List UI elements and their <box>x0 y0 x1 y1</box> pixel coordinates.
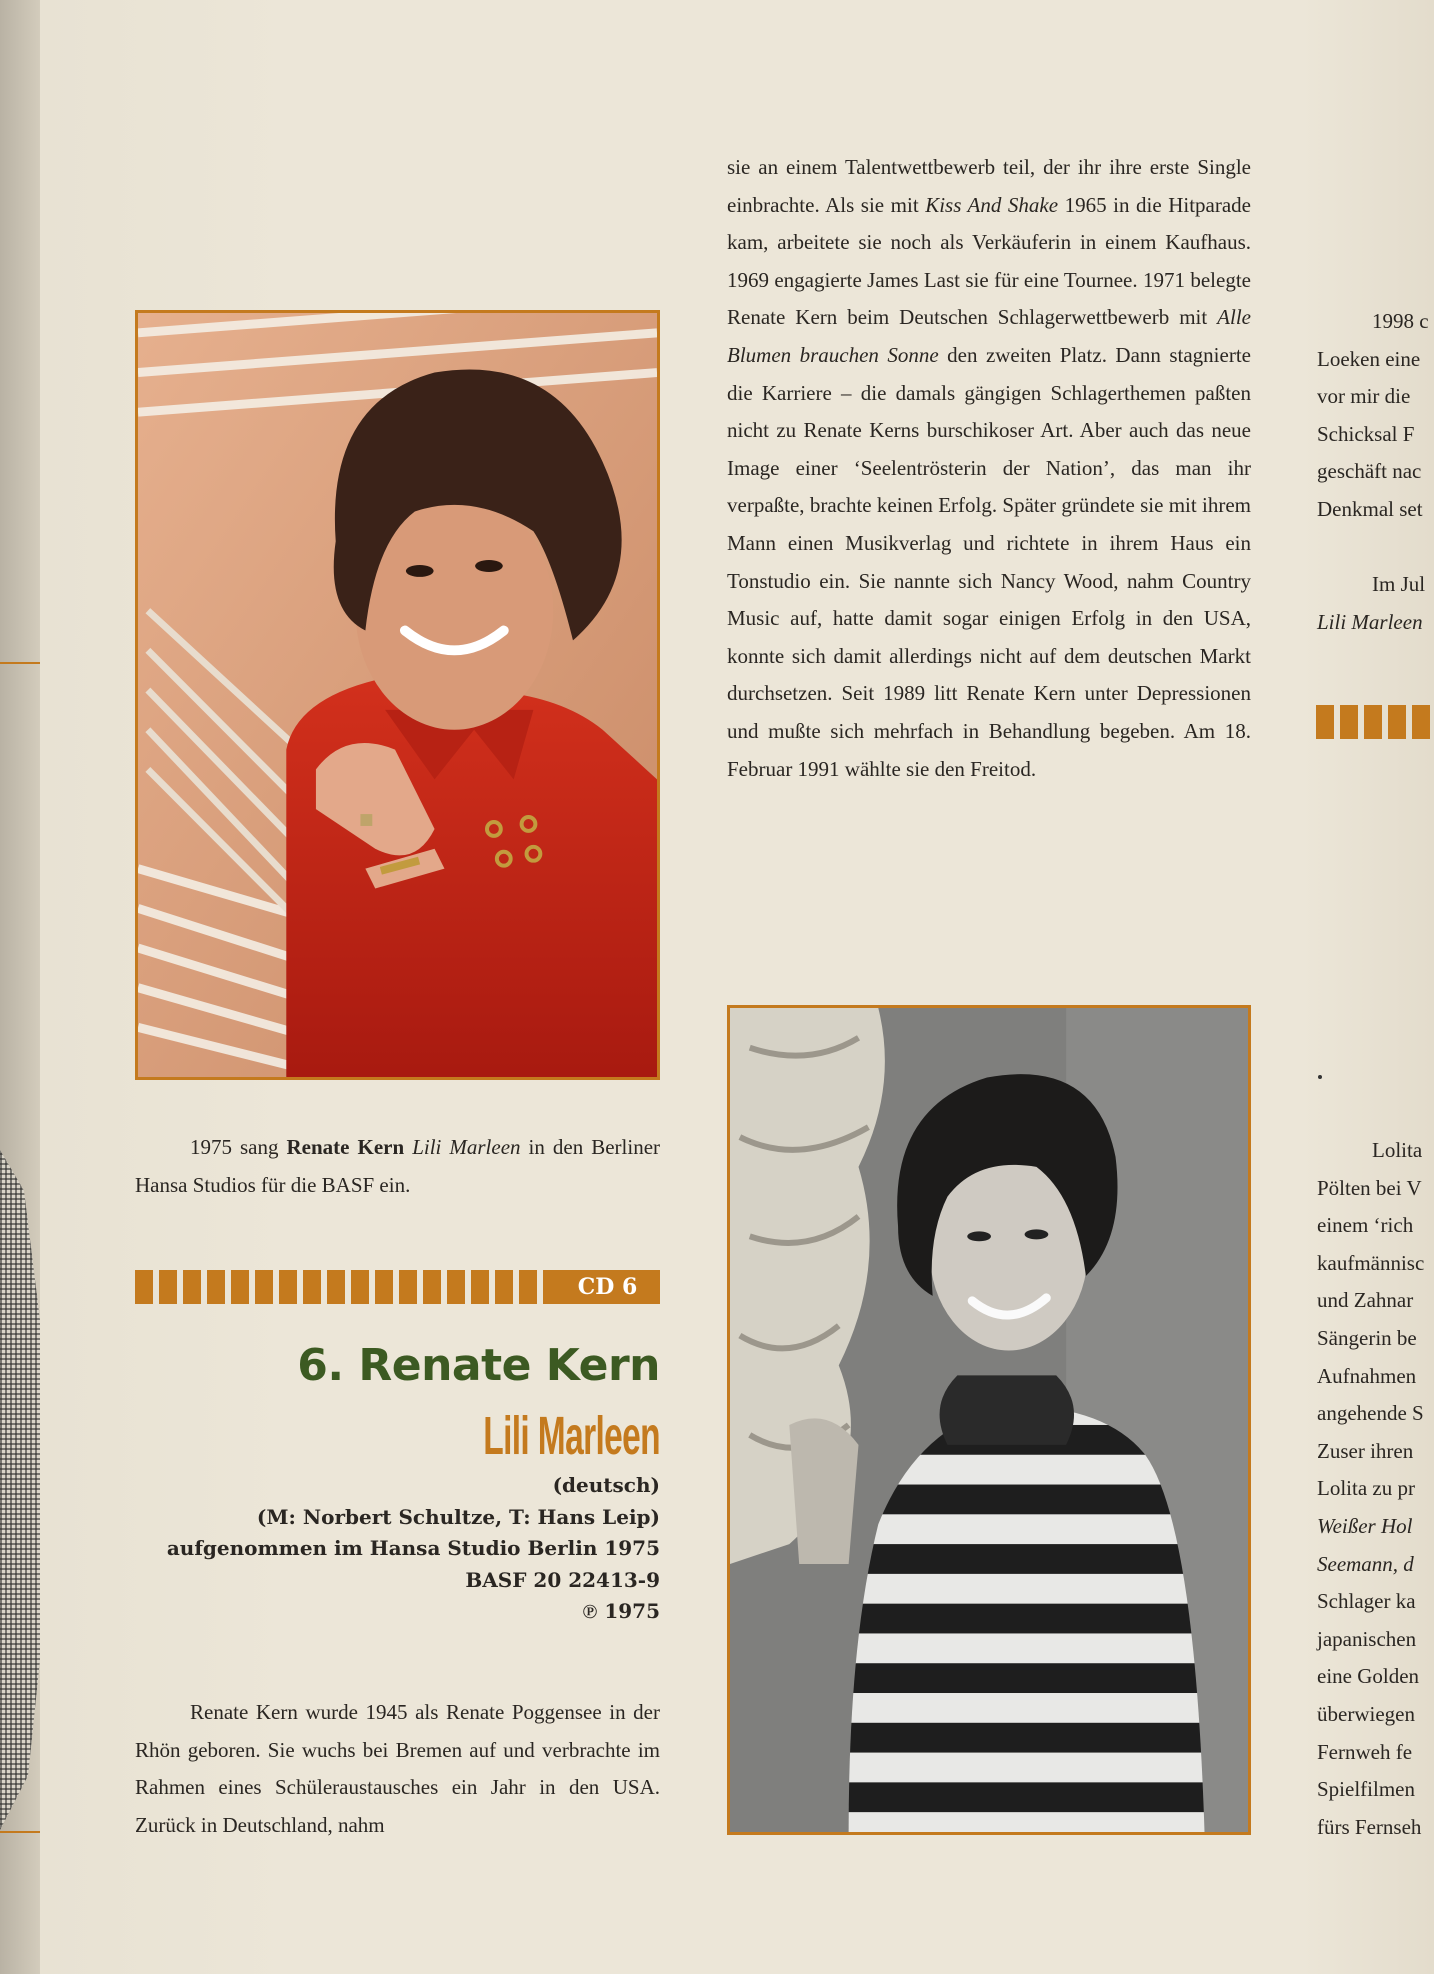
cd-stripe-bar-next <box>1316 705 1434 739</box>
col2-text-2: 1965 in die Hitparade kam, arbeitete sie noch als Verkäuferin in einem Kaufhaus. 1969 engagierte James Last sie für eine Tournee. 1971 belegte Renate Kern beim Deutschen Schlagerwettbewerb mit <box>727 192 1251 330</box>
col3-line: Aufnahmen <box>1317 1363 1417 1388</box>
col3-line: überwiegen <box>1317 1701 1415 1726</box>
track-title: Lili Marleen <box>483 1406 660 1466</box>
track-number-artist: 6. Renate Kern <box>297 1340 660 1391</box>
col3-line: Schlager ka <box>1317 1589 1416 1614</box>
col3-line: eine Golden <box>1317 1664 1420 1689</box>
track-catalog-number: BASF 20 22413-9 <box>465 1567 660 1592</box>
col3-line: Spielfilmen <box>1317 1777 1415 1802</box>
col3-line: Seemann, d <box>1317 1551 1414 1576</box>
cd-stripe-bar <box>135 1270 555 1304</box>
col3-line: kaufmännisc <box>1317 1250 1425 1275</box>
song-title-kiss-and-shake: Kiss And Shake <box>925 192 1059 217</box>
track-recording-info: aufgenommen im Hansa Studio Berlin 1975 <box>166 1536 660 1560</box>
col3-line: Loeken eine <box>1317 346 1421 371</box>
caption-text-1: 1975 sang <box>190 1135 287 1159</box>
col3-line: und Zahnar <box>1317 1288 1414 1313</box>
caption-song: Lili Marleen <box>412 1135 521 1159</box>
col2-text-1: sie an einem Talentwettbewerb teil, der ihr ihre erste Single einbrachte. Als sie mit <box>727 155 1251 217</box>
col3-line: vor mir die <box>1317 384 1411 409</box>
caption-space <box>404 1135 412 1159</box>
track-copyright: ℗ 1975 <box>582 1599 660 1623</box>
edge-rule-top <box>0 662 40 664</box>
speck <box>1318 1075 1322 1079</box>
col3-line: japanischen <box>1317 1626 1417 1651</box>
track-credits <box>135 1470 660 1628</box>
col3-line: Sängerin be <box>1317 1325 1417 1350</box>
col3-line: Pölten bei V <box>1317 1175 1422 1200</box>
col3-line: geschäft nac <box>1317 459 1422 484</box>
song-title-alle-blumen: Alle Blumen brauchen Sonne <box>727 305 1251 367</box>
col3-line: Fernweh fe <box>1317 1739 1413 1764</box>
caption-artist: Renate Kern <box>286 1135 405 1159</box>
col3-line: Lolita <box>1372 1138 1423 1162</box>
color-photo-renate-kern <box>135 310 660 1080</box>
col3-line: 1998 c <box>1372 309 1429 333</box>
next-column-cutoff-bottom <box>1317 1132 1434 1846</box>
cd-label: CD 6 <box>555 1270 660 1304</box>
col3-line: Zuser ihren <box>1317 1438 1414 1463</box>
track-composers: (M: Norbert Schultze, T: Hans Leip) <box>256 1504 660 1529</box>
col3-line: Denkmal set <box>1317 496 1423 521</box>
photo-caption <box>135 1129 660 1204</box>
bio-paragraph: Renate Kern wurde 1945 als Renate Poggensee in der Rhön geboren. Sie wuchs bei Bremen auf und verbrachte im Rahmen eines Schüleraustausches ein Jahr in den USA. Zurück in Deutschland, nahm <box>135 1700 660 1837</box>
col3-line: Im Jul <box>1372 572 1426 597</box>
col3-line: angehende S <box>1317 1401 1424 1426</box>
track-language: (deutsch) <box>552 1473 660 1497</box>
biography-continued <box>727 149 1251 788</box>
col3-line: Lolita zu pr <box>1317 1476 1415 1501</box>
col3-line: Schicksal F <box>1317 421 1415 446</box>
col3-line: Lili Marleen <box>1317 609 1423 634</box>
col3-line: fürs Fernseh <box>1317 1814 1422 1839</box>
col3-line: Weißer Hol <box>1317 1513 1413 1538</box>
next-column-cutoff-top <box>1317 303 1434 641</box>
bw-photo-renate-kern <box>727 1005 1251 1835</box>
col2-text-3: den zweiten Platz. Dann stagnierte die Karriere – die damals gängigen Schlagerthemen paßten nicht zu Renate Kerns burschikoser Art. Aber auch das neue Image einer ‘Seelentrösterin der Nation’, das man ihr verpaßte, brachte keinen Erfolg. Später gründete sie mit ihrem Mann einen Musikverlag und richtete in ihrem Haus ein Tonstudio ein. Sie nannte sich Nancy Wood, nahm Country Music auf, hatte damit sogar einigen Erfolg in den USA, konnte sich damit allerdings nicht auf dem deutschen Markt durchsetzen. Seit 1989 litt Renate Kern unter Depressionen und mußte sich mehrfach in Behandlung begeben. Am 18. Februar 1991 wählte sie den Freitod. <box>727 342 1251 781</box>
biography-start <box>135 1694 660 1844</box>
col3-line: einem ‘rich <box>1317 1213 1414 1238</box>
edge-rule-bottom <box>0 1831 40 1833</box>
caption-text-2: in den Berliner Hansa Studios für die BASF ein. <box>135 1135 661 1197</box>
